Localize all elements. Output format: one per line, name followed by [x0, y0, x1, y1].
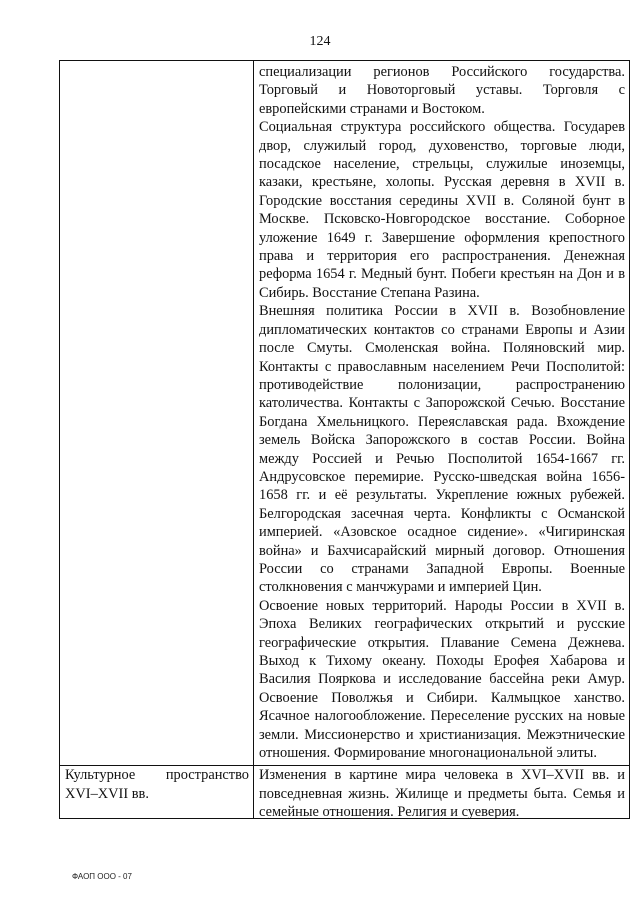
content-paragraph: Социальная структура российского общества. Государев двор, служилый город, духовенство, торговые люди, посадское население, стрельцы, служилые иноземцы, казаки, крестьяне, холопы. Русская деревня в XVII в. Городские восстания середины XVII в. Соляной бунт в Москве. Псковско-Новгородское восстание. Соборное уложение 1649 г. Завершение оформления крепостного права и территория его распространения. Денежная реформа 1654 г. Медный бунт. Побеги крестьян на Дон и в Сибирь. Восстание Степана Разина. [259, 119, 625, 301]
content-cell [254, 61, 630, 766]
table-row [60, 766, 630, 819]
content-paragraph: Освоение новых территорий. Народы России в XVII в. Эпоха Великих географических открытий и русские географические открытия. Плавание Семена Дежнева. Выход к Тихому океану. Походы Ерофея Хабарова и Василия Пояркова и исследование бассейна реки Амур. Освоение Поволжья и Сибири. Калмыцкое ханство. Ясачное налогообложение. Переселение русских на новые земли. Миссионерство и христианизация. Межэтнические отношения. Формирование многонациональной элиты. [259, 597, 625, 762]
section-title-cell [60, 766, 254, 819]
page-number: 124 [309, 34, 331, 49]
content-cell [254, 766, 630, 819]
section-title-cell [60, 61, 254, 766]
content-paragraph: Внешняя политика России в XVII в. Возобновление дипломатических контактов со странами Европы и Азии после Смуты. Смоленская война. Поляновский мир. Контакты с православным населением Речи Посполитой: противодействие полонизации, распространению католичества. Контакты с Запорожской Сечью. Восстание Богдана Хмельницкого. Переяславская рада. Вхождение земель Войска Запорожского в состав России. Война между Россией и Речью Посполитой 1654-1667 гг. Андрусовское перемирие. Русско-шведская война 1656-1658 гг. и её результаты. Укрепление южных рубежей. Белгородская засечная черта. Конфликты с Османской империей. «Азовское осадное сидение». «Чигиринская война» и Бахчисарайский мирный договор. Отношения России со странами Западной Европы. Военные столкновения с манчжурами и империей Цин. [259, 303, 625, 596]
curriculum-table [59, 60, 630, 819]
footer-code: ФАОП ООО - 07 [72, 872, 132, 881]
table-row [60, 61, 630, 766]
section-title: Культурное пространство XVI–XVII вв. [65, 767, 249, 802]
content-paragraph: специализации регионов Российского государства. Торговый и Новоторговый уставы. Торговля с европейскими странами и Востоком. [259, 64, 625, 117]
content-paragraph: Изменения в картине мира человека в XVI–XVII вв. и повседневная жизнь. Жилище и предметы быта. Семья и семейные отношения. Религия и суеверия. [259, 767, 625, 819]
content-clip [259, 766, 625, 818]
